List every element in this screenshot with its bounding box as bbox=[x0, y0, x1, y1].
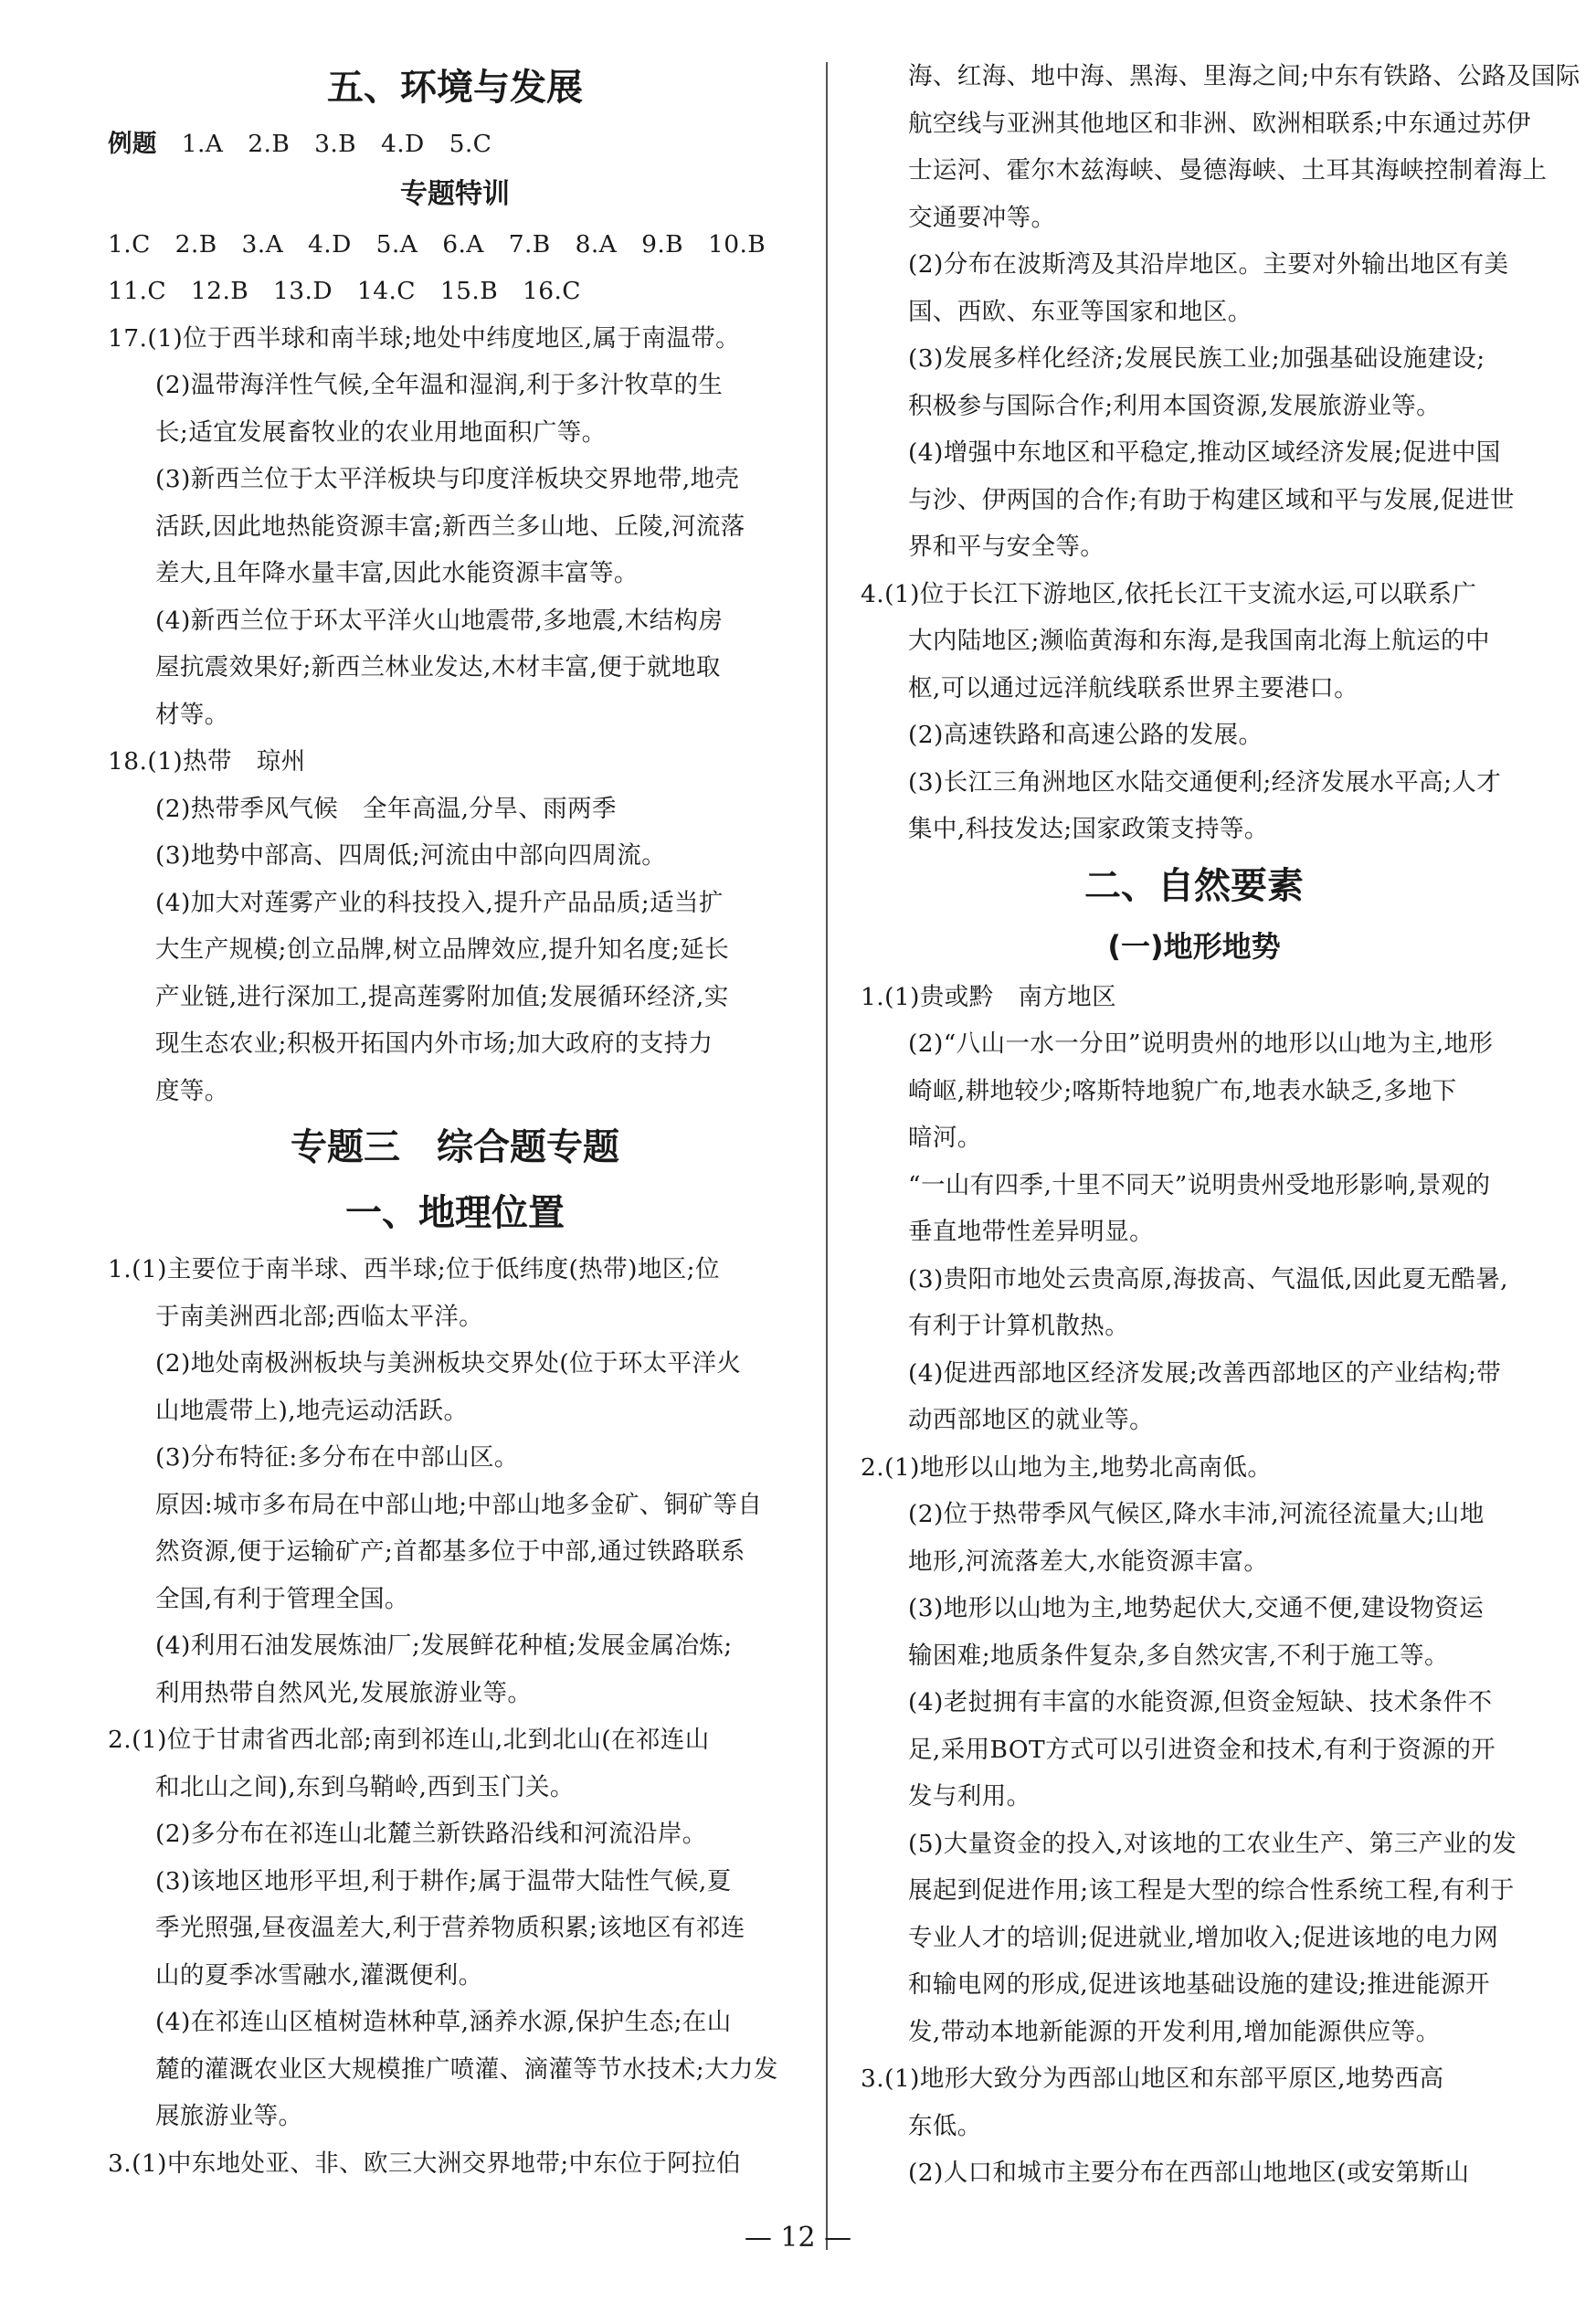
text-line: 与沙、伊两国的合作;有助于构建区域和平与发展,促进世 bbox=[908, 485, 1515, 514]
text-line: (3)该地区地形平坦,利于耕作;属于温带大陆性气候,夏 bbox=[155, 1866, 732, 1895]
text-line: (2)“八山一水一分田”说明贵州的地形以山地为主,地形 bbox=[908, 1030, 1494, 1058]
text-line: 东低。 bbox=[908, 2111, 982, 2140]
text-line: (3)新西兰位于太平洋板块与印度洋板块交界地带,地壳 bbox=[155, 465, 740, 493]
text-line: 3.(1)中东地处亚、非、欧三大洲交界地带;中东位于阿拉伯 bbox=[108, 2149, 741, 2178]
section-heading: 一、地理位置 bbox=[345, 1192, 565, 1234]
text-line: 1.(1)主要位于南半球、西半球;位于低纬度(热带)地区;位 bbox=[108, 1255, 720, 1283]
text-line: 1.C 2.B 3.A 4.D 5.A 6.A 7.B 8.A 9.B 10.B bbox=[108, 229, 766, 259]
text-line: 利用热带自然风光,发展旅游业等。 bbox=[155, 1678, 533, 1707]
text-line: (2)位于热带季风气候区,降水丰沛,河流径流量大;山地 bbox=[908, 1500, 1485, 1528]
section-heading: 专题三 综合题专题 bbox=[291, 1126, 619, 1168]
text-line: 长;适宜发展畜牧业的农业用地面积广等。 bbox=[155, 417, 607, 447]
text-line: 18.(1)热带 琼州 bbox=[108, 747, 306, 776]
text-line: 海、红海、地中海、黑海、里海之间;中东有铁路、公路及国际 bbox=[908, 62, 1580, 90]
text-line: 展旅游业等。 bbox=[155, 2102, 303, 2130]
text-line: 17.(1)位于西半球和南半球;地处中纬度地区,属于南温带。 bbox=[108, 323, 741, 353]
text-line: (3)贵阳市地处云贵高原,海拔高、气温低,因此夏无酷暑, bbox=[908, 1264, 1509, 1293]
example-label: 例题 bbox=[108, 130, 157, 158]
text-line: 11.C 12.B 13.D 14.C 15.B 16.C bbox=[108, 277, 581, 305]
text-line bbox=[108, 121, 802, 168]
text-line: 2.(1)地形以山地为主,地势北高南低。 bbox=[861, 1452, 1273, 1482]
text-line: (2)热带季风气候 全年高温,分旱、雨两季 bbox=[155, 794, 617, 823]
text-line: 地形,河流落差大,水能资源丰富。 bbox=[908, 1547, 1269, 1576]
text-line: (4)在祁连山区植树造林种草,涵养水源,保护生态;在山 bbox=[155, 2008, 732, 2036]
text-line: 交通要冲等。 bbox=[908, 203, 1056, 232]
text-line: 士运河、霍尔木兹海峡、曼德海峡、土耳其海峡控制着海上 bbox=[908, 156, 1548, 185]
text-line: 4.(1)位于长江下游地区,依托长江干支流水运,可以联系广 bbox=[861, 579, 1477, 608]
text-line: (4)加大对莲雾产业的科技投入,提升产品品质;适当扩 bbox=[155, 888, 724, 917]
text-line: 差大,且年降水量丰富,因此水能资源丰富等。 bbox=[155, 559, 639, 587]
text-line: 集中,科技发达;国家政策支持等。 bbox=[908, 815, 1269, 843]
text-line: (4)新西兰位于环太平洋火山地震带,多地震,木结构房 bbox=[155, 606, 724, 635]
text-line: 现生态农业;积极开拓国内外市场;加大政府的支持力 bbox=[155, 1030, 713, 1058]
text-line: 产业链,进行深加工,提高莲雾附加值;发展循环经济,实 bbox=[155, 982, 729, 1011]
text-line: “一山有四季,十里不同天”说明贵州受地形影响,景观的 bbox=[908, 1170, 1491, 1199]
text-line: (2)高速铁路和高速公路的发展。 bbox=[908, 721, 1263, 749]
left-column bbox=[108, 55, 802, 2187]
text-line: (2)温带海洋性气候,全年温和湿润,利于多汁牧草的生 bbox=[155, 371, 724, 399]
text-line: 山地震带上),地壳运动活跃。 bbox=[155, 1396, 469, 1425]
text-line: (4)增强中东地区和平稳定,推动区域经济发展;促进中国 bbox=[908, 438, 1501, 467]
section-heading: 专题特训 bbox=[400, 177, 510, 210]
text-line: 输困难;地质条件复杂,多自然灾害,不利于施工等。 bbox=[908, 1641, 1449, 1670]
text-line: (4)促进西部地区经济发展;改善西部地区的产业结构;带 bbox=[908, 1358, 1502, 1388]
text-line: 麓的灌溉农业区大规模推广喷灌、滴灌等节水技术;大力发 bbox=[155, 2054, 778, 2084]
text-line: 和北山之间),东到乌鞘岭,西到玉门关。 bbox=[155, 1772, 575, 1801]
text-line: 积极参与国际合作;利用本国资源,发展旅游业等。 bbox=[908, 391, 1442, 420]
column-divider bbox=[826, 62, 828, 2250]
text-line: (4)老挝拥有丰富的水能资源,但资金短缺、技术条件不 bbox=[908, 1688, 1493, 1716]
text-line: 枢,可以通过远洋航线联系世界主要港口。 bbox=[908, 673, 1359, 702]
text-line: 发,带动本地新能源的开发利用,增加能源供应等。 bbox=[908, 2017, 1441, 2046]
text-line: 暗河。 bbox=[908, 1124, 982, 1152]
text-line: 和输电网的形成,促进该地基础设施的建设;推进能源开 bbox=[908, 1970, 1490, 1999]
text-line: 然资源,便于运输矿产;首都基多位于中部,通过铁路联系 bbox=[155, 1537, 745, 1566]
text-line: (3)地势中部高、四周低;河流由中部向四周流。 bbox=[155, 841, 667, 870]
text-line: 1.(1)贵或黔 南方地区 bbox=[861, 982, 1117, 1011]
text-line: 有利于计算机散热。 bbox=[908, 1312, 1130, 1340]
text-line: 专业人才的培训;促进就业,增加收入;促进该地的电力网 bbox=[908, 1923, 1499, 1952]
text-line: 足,采用BOT方式可以引进资金和技术,有利于资源的开 bbox=[908, 1735, 1496, 1764]
text-line: 于南美洲西北部;西临太平洋。 bbox=[155, 1302, 484, 1331]
text-line: 度等。 bbox=[155, 1076, 229, 1105]
text-line: 活跃,因此地热能资源丰富;新西兰多山地、丘陵,河流落 bbox=[155, 512, 745, 541]
text-line: 全国,有利于管理全国。 bbox=[155, 1584, 409, 1613]
text-line: (3)发展多样化经济;发展民族工业;加强基础设施建设; bbox=[908, 344, 1485, 373]
text-line: 动西部地区的就业等。 bbox=[908, 1406, 1154, 1434]
text-line: 材等。 bbox=[155, 700, 229, 729]
section-heading: 二、自然要素 bbox=[1084, 864, 1304, 907]
text-line: (3)地形以山地为主,地势起伏大,交通不便,建设物资运 bbox=[908, 1594, 1485, 1622]
text-line: 界和平与安全等。 bbox=[908, 533, 1105, 561]
text-line: 季光照强,昼夜温差大,利于营养物质积累;该地区有祁连 bbox=[155, 1914, 745, 1942]
text-line: (5)大量资金的投入,对该地的工农业生产、第三产业的发 bbox=[908, 1829, 1517, 1858]
text-line: 航空线与亚洲其他地区和非洲、欧洲相联系;中东通过苏伊 bbox=[908, 109, 1531, 138]
page-number: — 12 — bbox=[744, 2222, 852, 2254]
text-line: 垂直地带性差异明显。 bbox=[908, 1218, 1154, 1246]
text-line: 山的夏季冰雪融水,灌溉便利。 bbox=[155, 1960, 483, 1990]
text-line: 大生产规模;创立品牌,树立品牌效应,提升知名度;延长 bbox=[155, 935, 730, 964]
text-line: 国、西欧、东亚等国家和地区。 bbox=[908, 297, 1252, 326]
text-line: 2.(1)位于甘肃省西北部;南到祁连山,北到北山(在祁连山 bbox=[108, 1726, 710, 1754]
text-line: (2)人口和城市主要分布在西部山地地区(或安第斯山 bbox=[908, 2159, 1470, 2187]
answer-text: 1.A 2.B 3.B 4.D 5.C bbox=[181, 130, 492, 158]
text-line: 屋抗震效果好;新西兰林业发达,木材丰富,便于就地取 bbox=[155, 653, 721, 681]
text-line: (2)多分布在祁连山北麓兰新铁路沿线和河流沿岸。 bbox=[155, 1820, 707, 1848]
text-line: 大内陆地区;濒临黄海和东海,是我国南北海上航运的中 bbox=[908, 627, 1490, 655]
right-column bbox=[861, 53, 1580, 2197]
text-line: (4)利用石油发展炼油厂;发展鲜花种植;发展金属冶炼; bbox=[155, 1631, 733, 1660]
text-line: 展起到促进作用;该工程是大型的综合性系统工程,有利于 bbox=[908, 1876, 1515, 1905]
section-heading: (一)地形地势 bbox=[1107, 928, 1281, 964]
text-line: (3)长江三角洲地区水陆交通便利;经济发展水平高;人才 bbox=[908, 767, 1502, 797]
text-line: 3.(1)地形大致分为西部山地区和东部平原区,地势西高 bbox=[861, 2064, 1444, 2093]
text-line: 发与利用。 bbox=[908, 1782, 1031, 1811]
text-line: 原因:城市多布局在中部山地;中部山地多金矿、铜矿等自 bbox=[155, 1490, 763, 1519]
text-line: (2)分布在波斯湾及其沿岸地区。主要对外输出地区有美 bbox=[908, 250, 1509, 279]
text-line: (3)分布特征:多分布在中部山区。 bbox=[155, 1443, 519, 1472]
text-line: (2)地处南极洲板块与美洲板块交界处(位于环太平洋火 bbox=[155, 1349, 742, 1378]
section-heading: 五、环境与发展 bbox=[327, 67, 583, 109]
text-line: 崎岖,耕地较少;喀斯特地貌广布,地表水缺乏,多地下 bbox=[908, 1076, 1457, 1105]
